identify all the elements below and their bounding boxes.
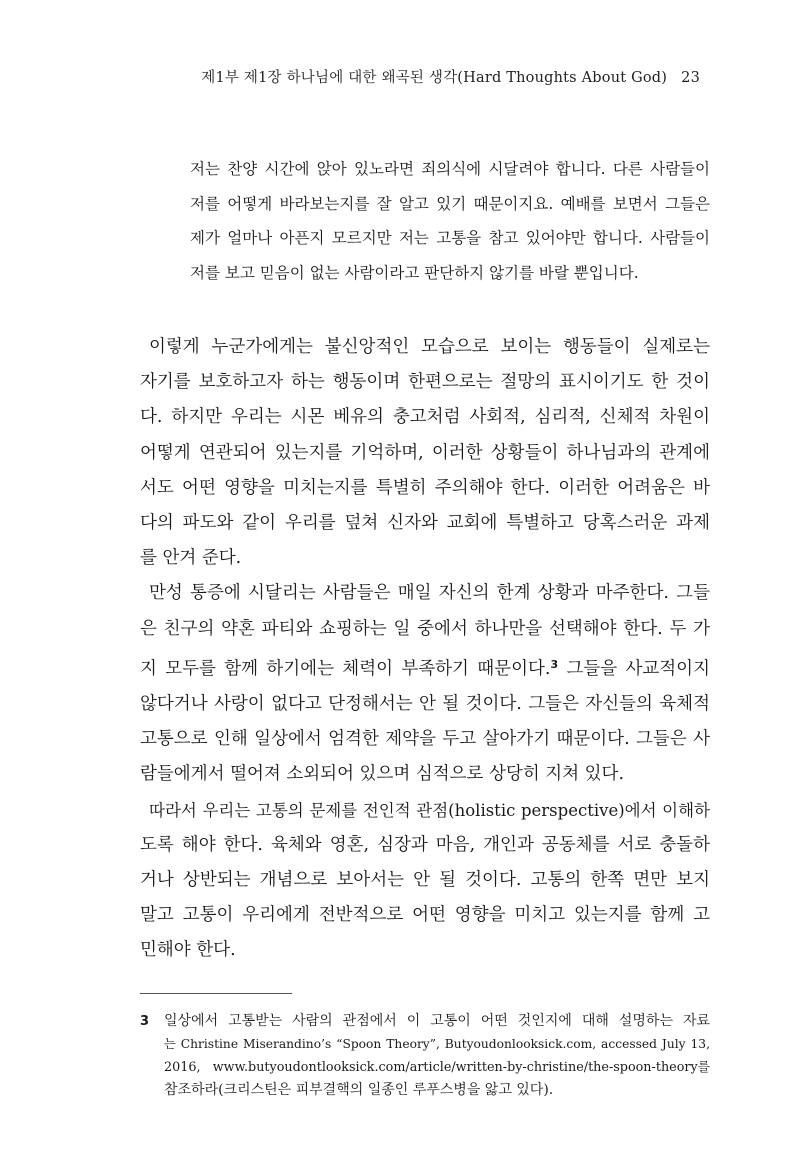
body-line: 도록 해야 한다. 육체와 영혼, 심장과 마음, 개인과 공동체를 서로 충돌하 (140, 834, 710, 855)
body-line: 다의 파도와 같이 우리를 덮쳐 신자와 교회에 특별하고 당혹스러운 과제 (140, 513, 710, 534)
footnote-line: 는 Christine Miserandino’s “Spoon Theory”, Butyoudonlooksick.com, accessed July 13, (164, 1037, 710, 1051)
paragraph-1 (140, 330, 710, 576)
body-line-text: 지 모두를 함께 하기에는 체력이 부족하기 때문이다. (140, 658, 551, 679)
body-line: 람들에게서 떨어져 소외되어 있으며 심적으로 상당히 지쳐 있다. (140, 764, 625, 785)
paragraph-2 (140, 576, 710, 792)
body-line: 만성 통증에 시달리는 사람들은 매일 자신의 한계 상황과 마주한다. 그들 (149, 583, 710, 604)
footnote-divider (140, 993, 292, 994)
body-line-with-footnote (140, 647, 710, 687)
block-quote (190, 152, 710, 290)
body-line: 거나 상반되는 개념으로 보아서는 안 될 것이다. 고통의 한쪽 면만 보지 (140, 870, 710, 891)
quote-line: 제가 얼마나 아픈지 모르지만 저는 고통을 참고 있어야만 합니다. 사람들이 (190, 229, 710, 247)
body-line: 민해야 한다. (140, 940, 236, 961)
footnote-line: 일상에서 고통받는 사람의 관점에서 이 고통이 어떤 것인지에 대해 설명하는 자료 (164, 1013, 710, 1029)
body-line: 자기를 보호하고자 하는 행동이며 한편으로는 절망의 표시이기도 한 것이 (140, 372, 710, 393)
running-header-title: 제1부 제1장 하나님에 대한 왜곡된 생각(Hard Thoughts About God) (201, 70, 668, 86)
body-line: 따라서 우리는 고통의 문제를 전인적 관점(holistic perspective)에서 이해하 (149, 800, 710, 820)
body-line-text: 그들을 사교적이지 (558, 658, 710, 679)
quote-line: 저를 어떻게 바라보는지를 잘 알고 있기 때문이지요. 예배를 보면서 그들은 (190, 194, 710, 213)
body-line: 말고 고통이 우리에게 전반적으로 어떤 영향을 미치고 있는지를 함께 고 (140, 905, 710, 926)
body-line: 고통으로 인해 일상에서 엄격한 제약을 두고 살아가기 때문이다. 그들은 사 (140, 729, 710, 750)
body-line: 서도 어떤 영향을 미치는지를 특별히 주의해야 한다. 이러한 어려움은 바 (140, 477, 710, 498)
body-line: 이렇게 누군가에게는 불신앙적인 모습으로 보이는 행동들이 실제로는 (149, 337, 710, 357)
body-text (140, 330, 710, 969)
body-line: 은 친구의 약혼 파티와 쇼핑하는 일 중에서 하나만을 선택해야 한다. 두 가 (140, 618, 710, 639)
body-line: 어떻게 연관되어 있는지를 기억하며, 이러한 상황들이 하나님과의 관계에 (140, 442, 710, 463)
quote-line: 저는 찬양 시간에 앉아 있노라면 죄의식에 시달려야 합니다. 다른 사람들이 (190, 160, 710, 178)
body-line: 를 안겨 준다. (140, 548, 242, 569)
running-header (201, 66, 700, 87)
footnote-number: 3 (140, 1014, 150, 1029)
footnote (140, 1010, 710, 1102)
footnote-line: 2016, www.butyoudontlooksick.com/article/written-by-christine/the-spoon-theory를 (164, 1060, 710, 1075)
footnote-line: 참조하라(크리스틴은 피부결핵의 일종인 루푸스병을 앓고 있다). (164, 1082, 554, 1098)
body-line: 다. 하지만 우리는 시몬 베유의 충고처럼 사회적, 심리적, 신체적 차원이 (140, 407, 710, 428)
footnote-reference[interactable]: 3 (550, 657, 559, 671)
body-line: 않다거나 사랑이 없다고 단정해서는 안 될 것이다. 그들은 자신들의 육체적 (140, 694, 710, 715)
paragraph-3 (140, 793, 710, 969)
page-number: 23 (681, 70, 700, 86)
quote-line: 저를 보고 믿음이 없는 사람이라고 판단하지 않기를 바랄 뿐입니다. (190, 263, 639, 282)
